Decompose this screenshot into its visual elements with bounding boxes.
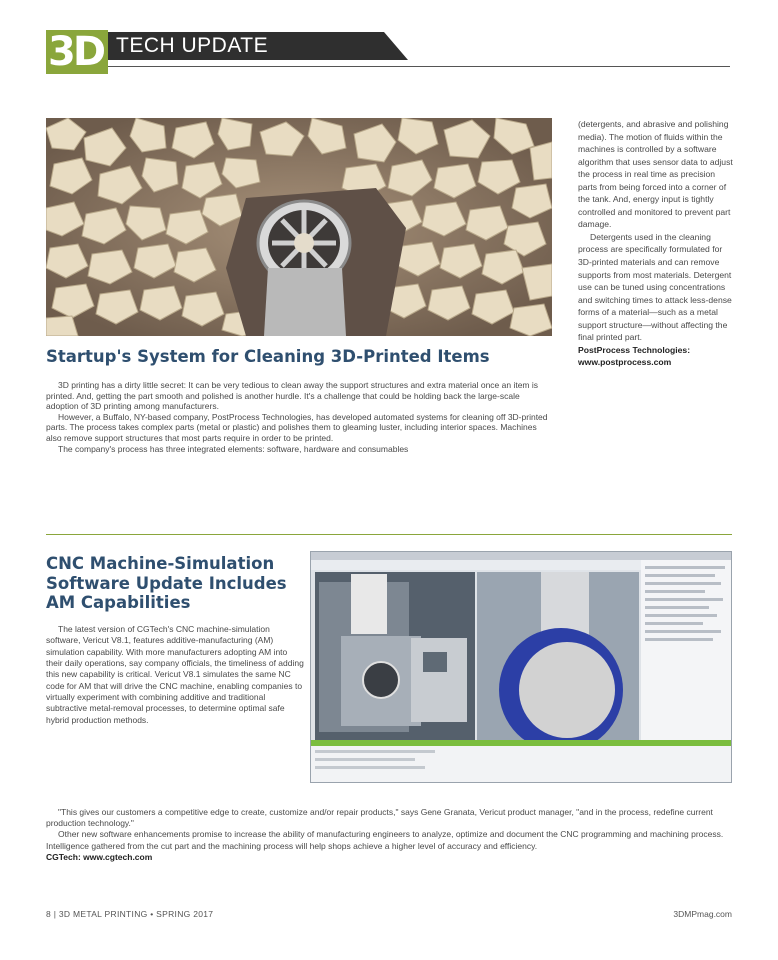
article2-source-name: CGTech: — [46, 851, 81, 862]
article1-body — [46, 380, 554, 454]
vericut-software-screenshot — [310, 551, 732, 783]
article1-continued-column — [578, 118, 736, 369]
article2-paragraph: Other new software enhancements promise to increase the ability of manufacturing engineers to analyze, optimize and document the CNC programming and machining process. Intelligence gathered from the cut part and the machining process will help shops achieve a higher level of accuracy and efficiency. — [46, 829, 724, 851]
section-title: TECH UPDATE — [116, 34, 269, 57]
logo-3d-text: 3D — [48, 29, 104, 75]
article2-headline-line: AM Capabilities — [46, 593, 191, 612]
article2-source — [46, 852, 732, 863]
header-divider — [108, 66, 730, 67]
article1-headline: Startup's System for Cleaning 3D-Printed Items — [46, 347, 490, 366]
footer-page-info: 8 | 3D METAL PRINTING • SPRING 2017 — [46, 909, 214, 919]
cleaning-media-photo — [46, 118, 552, 336]
article1-column-paragraph: (detergents, and abrasive and polishing media). The motion of fluids within the machines is controlled by a software algorithm that uses sensor data to adjust the process in real time as precision parts from being forced into a corner of the tank. And, energy input is tightly controlled and monitored to prevent part damage. — [578, 119, 733, 230]
article2-column-body — [46, 624, 304, 726]
article2-headline-line: Software Update Includes — [46, 573, 287, 593]
article1-source-url[interactable]: www.postprocess.com — [578, 357, 672, 368]
article1-paragraph: However, a Buffalo, NY-based company, PostProcess Technologies, has developed automated systems for cleaning off 3D-printed parts. The process takes complex parts (metal or plastic) and polishes them to gleaming luster, including interior spaces. Machines also remove support structures that most parts require in order to be printed. — [46, 411, 548, 443]
article1-paragraph: 3D printing has a dirty little secret: It can be very tedious to clean away the support structures and extra material once an item is printed. And, getting the part smooth and polished is another hurdle. It's a challenge that could be holding back the large-scale adoption of 3D printing among manufacturers. — [46, 380, 539, 412]
article1-column-paragraph: Detergents used in the cleaning process are specifically formulated for 3D-printed materials and can remove supports from most materials. Detergent use can be tuned using concentrations and switching times to attack less-dense forms of a material—such as a metal support structure—without affecting the final printed part. — [578, 231, 732, 343]
article2-paragraph: "This gives our customers a competitive edge to create, customize and/or repair products," says Gene Granata, Vericut product manager, "and in the process, redefine current production technology." — [46, 807, 713, 829]
article2-headline-line: CNC Machine-Simulation — [46, 554, 275, 573]
article2-body — [46, 807, 732, 863]
article2-source-url[interactable]: www.cgtech.com — [83, 851, 153, 862]
footer-website[interactable]: 3DMPmag.com — [673, 909, 732, 919]
article1-paragraph: The company's process has three integrated elements: software, hardware and consumables — [58, 443, 409, 454]
article-divider — [46, 534, 732, 535]
article1-source-name: PostProcess Technologies: — [578, 344, 691, 355]
article2-column-paragraph: The latest version of CGTech's CNC machine-simulation software, Vericut V8.1, features additive-manufacturing (AM) simulation capability. With more manufacturers adopting AM into their daily operations, say company officials, the timeliness of adding this new capability is critical. Vericut V8.1 simulates the same NC code for AM that will drive the CNC machine, enabling companies to virtually experiment with combining additive and traditional subtractive metal-removal processes, to determine optimal safe hybrid production methods. — [46, 624, 304, 725]
article2-headline — [46, 554, 302, 613]
